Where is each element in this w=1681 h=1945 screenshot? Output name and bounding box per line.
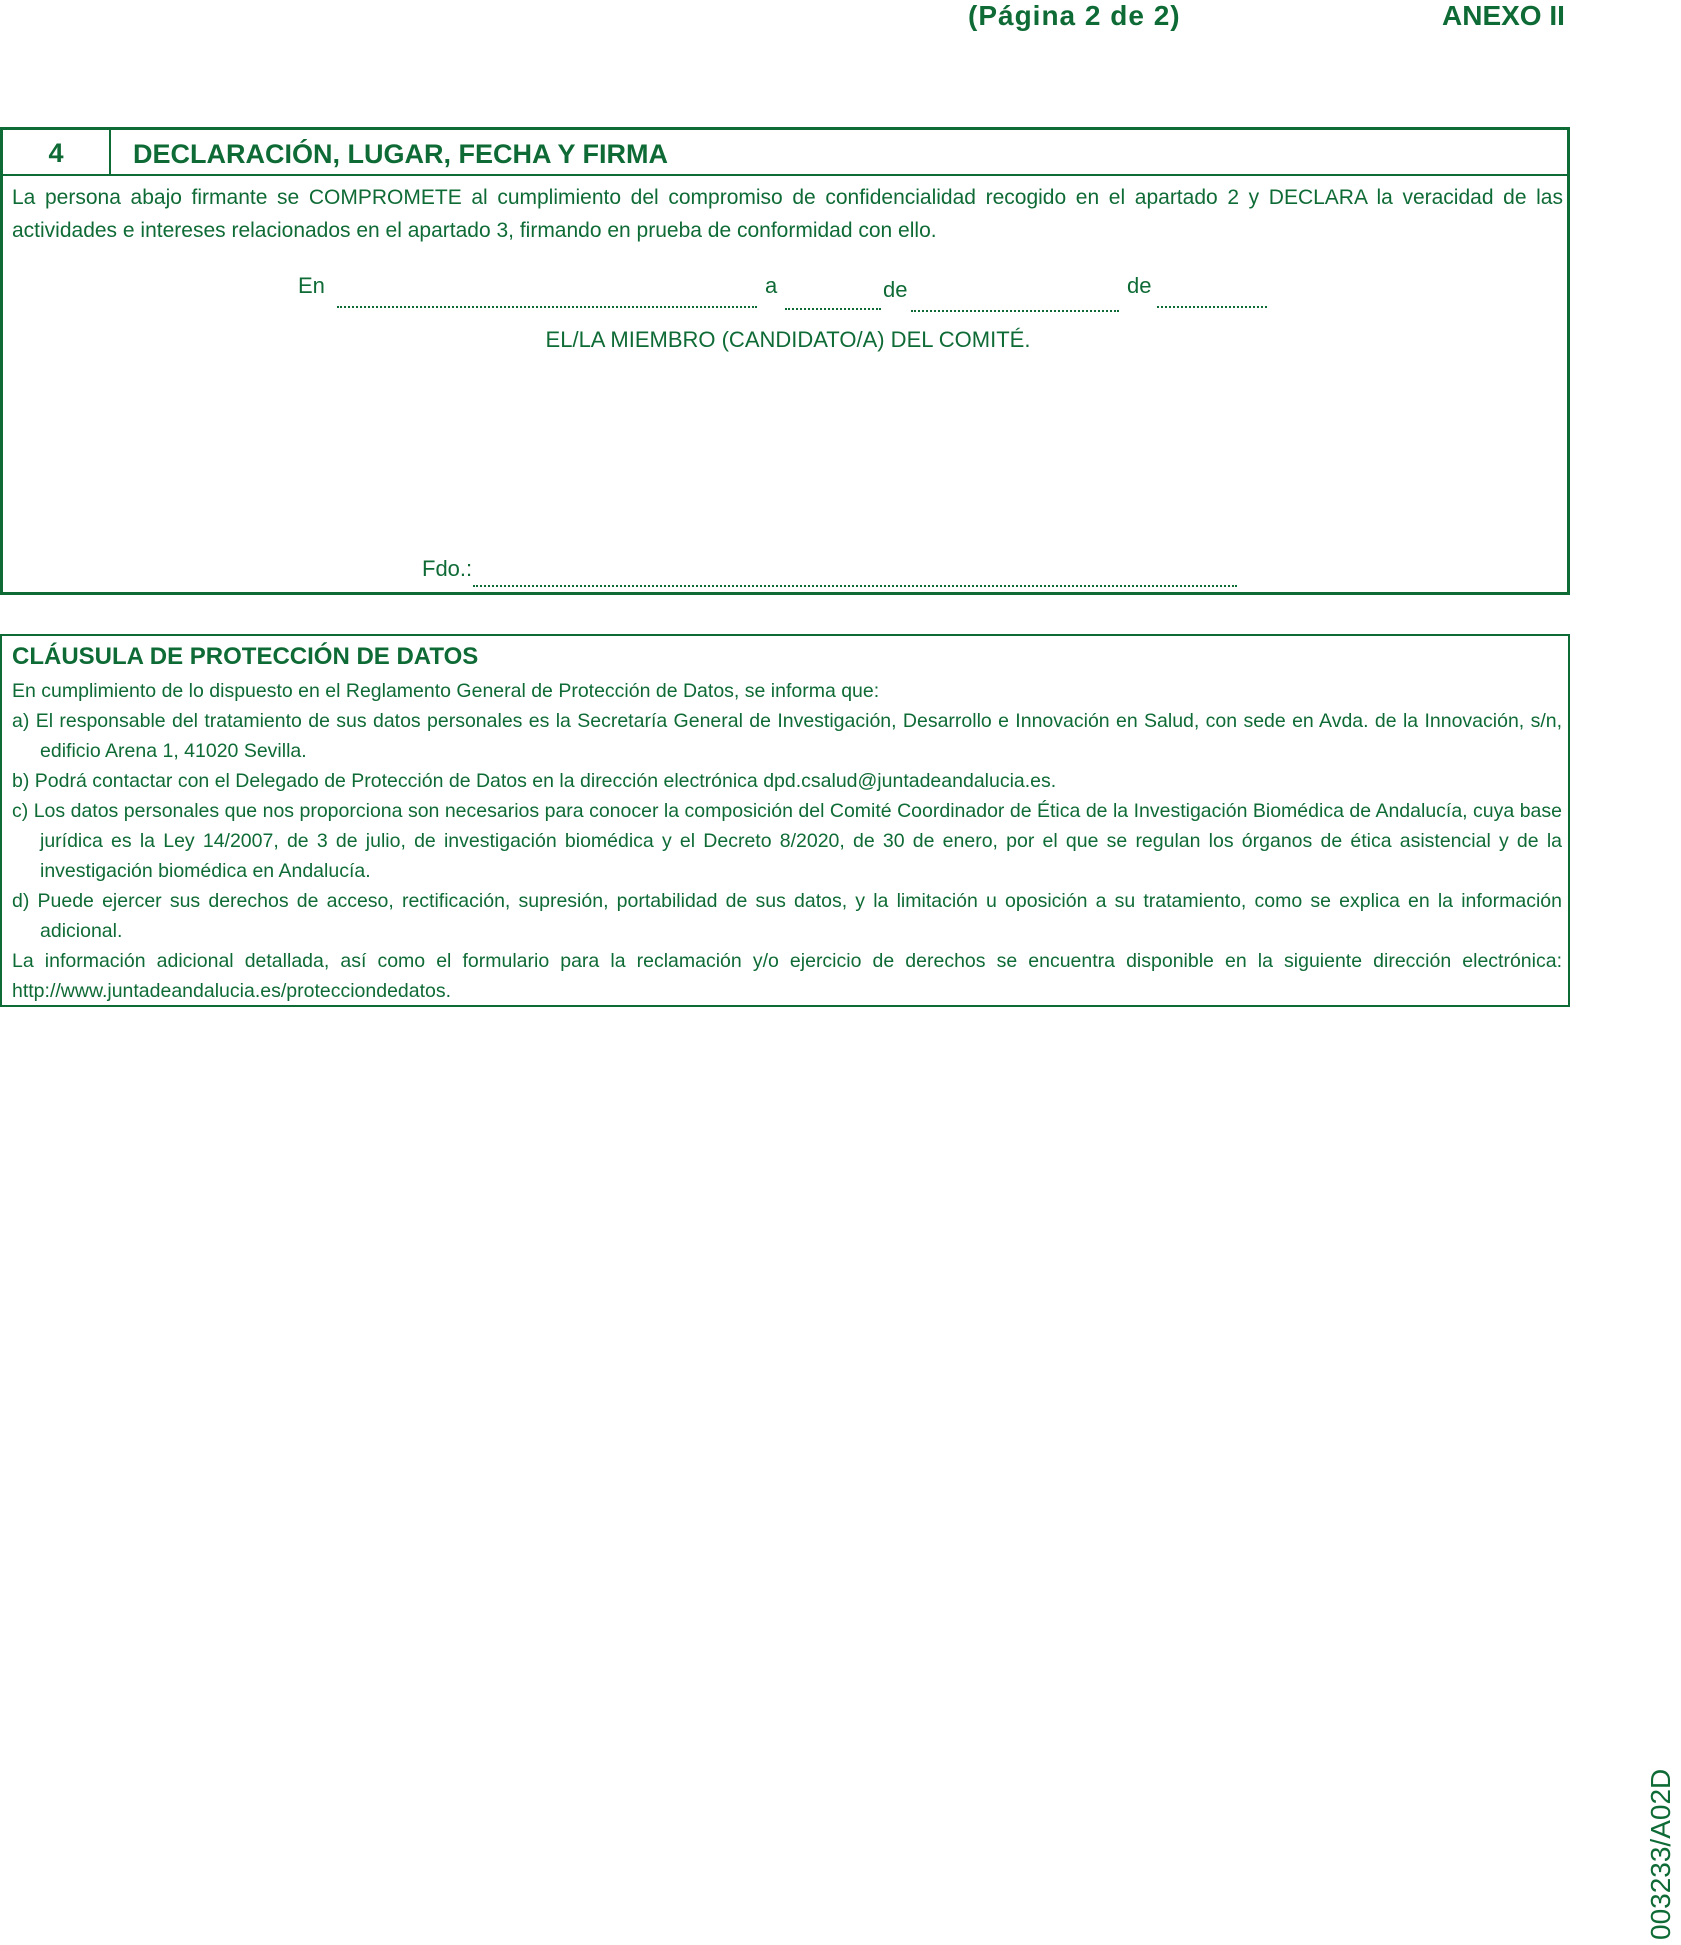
form-code: 003233/A02D — [1645, 1768, 1676, 1940]
declaration-section — [0, 127, 1570, 595]
signature-label: Fdo.: — [422, 556, 473, 581]
year-label: de — [1127, 273, 1152, 298]
signature-field[interactable] — [473, 585, 1237, 587]
month-label: de — [883, 277, 908, 302]
year-field[interactable] — [1157, 306, 1267, 308]
data-protection-item-d: d) Puede ejercer sus derechos de acceso, rectificación, supresión, portabilidad de sus datos, y la limitación u oposición a su tratamiento, como se explica en la información adicional. — [12, 890, 1562, 942]
member-label: EL/LA MIEMBRO (CANDIDATO/A) DEL COMITÉ. — [545, 327, 1031, 352]
section-title: DECLARACIÓN, LUGAR, FECHA Y FIRMA — [133, 139, 669, 169]
day-label: a — [765, 273, 778, 298]
data-protection-closing: La información adicional detallada, así como el formulario para la reclamación y/o ejercicio de derechos se encuentra disponible en la siguiente dirección electrónica: http://www.juntadeandalucia.es/protecciondedatos. — [12, 950, 1562, 1002]
data-protection-item-b: b) Podrá contactar con el Delegado de Protección de Datos en la dirección electrónica dpd.csalud@juntadeandalucia.es. — [12, 770, 1057, 792]
place-field[interactable] — [337, 306, 757, 308]
page-indicator: (Página 2 de 2) — [968, 0, 1181, 31]
declaration-text: La persona abajo firmante se COMPROMETE al cumplimiento del compromiso de confidencialidad recogido en el apartado 2 y DECLARA la veracidad de las actividades e intereses relacionados en el apartado 3, firmando en prueba de conformidad con ello. — [12, 186, 1563, 242]
section-header — [3, 130, 1567, 176]
annex-label: ANEXO II — [1442, 0, 1565, 31]
place-label: En — [298, 273, 325, 298]
data-protection-item-c: c) Los datos personales que nos proporciona son necesarios para conocer la composición del Comité Coordinador de Ética de la Investigación Biomédica de Andalucía, cuya base jurídica es la Ley 14/2007, de 3 de julio, de investigación biomédica y el Decreto 8/2020, de 30 de enero, por el que se regulan los órganos de ética asistencial y de la investigación biomédica en Andalucía. — [12, 800, 1562, 882]
day-field[interactable] — [785, 308, 881, 310]
data-protection-intro: En cumplimiento de lo dispuesto en el Reglamento General de Protección de Datos, se informa que: — [12, 680, 880, 702]
data-protection-body — [12, 676, 1562, 1006]
data-protection-title: CLÁUSULA DE PROTECCIÓN DE DATOS — [12, 643, 479, 670]
data-protection-section — [0, 634, 1570, 1007]
month-field[interactable] — [911, 310, 1119, 312]
data-protection-item-a: a) El responsable del tratamiento de sus datos personales es la Secretaría General de Investigación, Desarrollo e Innovación en Salud, con sede en Avda. de la Innovación, s/n, edificio Arena 1, 41020 Sevilla. — [12, 710, 1562, 762]
section-number: 4 — [3, 130, 111, 174]
